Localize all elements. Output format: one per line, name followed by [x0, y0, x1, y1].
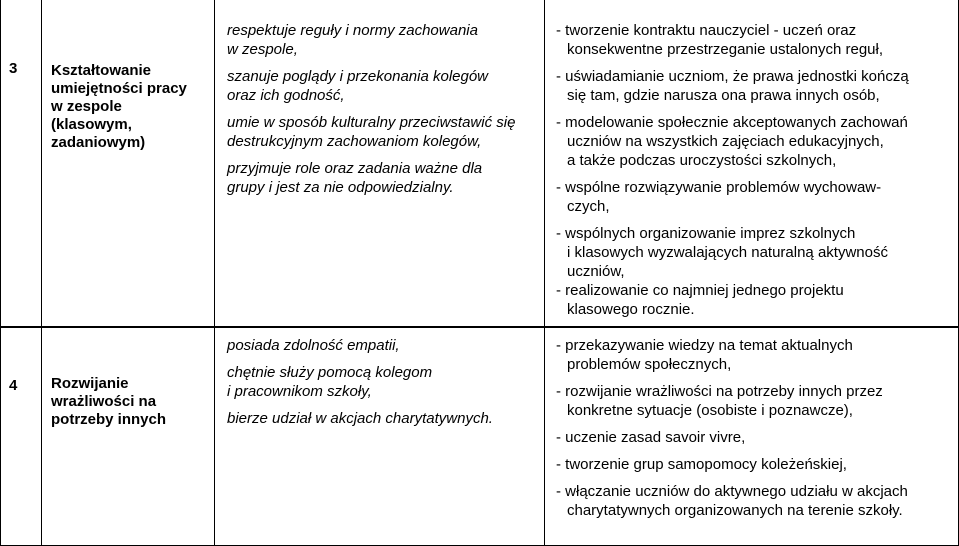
table-border-left	[0, 0, 1, 546]
goal-item	[227, 409, 539, 428]
area-title-line: (klasowym,	[51, 116, 132, 133]
goal-line: umie w sposób kulturalny przeciwstawić się	[227, 114, 516, 131]
task-line: - modelowanie społecznie akceptowanych zachowań	[556, 114, 908, 131]
row-number: 3	[9, 60, 18, 77]
goal-item	[227, 159, 539, 197]
row-divider	[0, 326, 959, 328]
task-line: czych,	[567, 198, 610, 215]
task-line: i klasowych wyzwalających naturalną aktywność	[567, 244, 888, 261]
column-divider-3	[544, 0, 545, 546]
area-title-line: w zespole	[51, 98, 122, 115]
task-line: się tam, gdzie narusza ona prawa innych osób,	[567, 87, 880, 104]
area-title-line: wrażliwości na	[51, 393, 157, 410]
column-divider-1	[41, 0, 42, 546]
task-line: uczniów na wszystkich zajęciach edukacyjnych,	[567, 133, 884, 150]
column-divider-2	[214, 0, 215, 546]
area-title-line: Rozwijanie	[51, 375, 129, 392]
goal-line: chętnie służy pomocą kolegom	[227, 364, 433, 381]
goal-line: bierze udział w akcjach charytatywnych.	[227, 410, 493, 427]
row-number: 4	[9, 377, 18, 394]
task-line: - włączanie uczniów do aktywnego udziału w akcjach	[556, 483, 908, 500]
goal-item	[227, 363, 539, 401]
task-line: - przekazywanie wiedzy na temat aktualnych	[556, 337, 853, 354]
tasks-list	[556, 336, 954, 520]
task-line: - uczenie zasad savoir vivre,	[556, 429, 746, 446]
goal-line: destrukcyjnym zachowaniom kolegów,	[227, 133, 482, 150]
task-line: problemów społecznych,	[567, 356, 732, 373]
goals-list	[227, 336, 539, 428]
task-line: - wspólnych organizowanie imprez szkolnych	[556, 225, 856, 242]
area-title	[51, 62, 211, 152]
area-title-line: Kształtowanie	[51, 62, 152, 79]
goal-line: szanuje poglądy i przekonania kolegów	[227, 68, 489, 85]
task-line: - uświadamianie uczniom, że prawa jednostki kończą	[556, 68, 909, 85]
area-title-line: umiejętności pracy	[51, 80, 187, 97]
task-line: a także podczas uroczystości szkolnych,	[567, 152, 837, 169]
goal-line: przyjmuje role oraz zadania ważne dla	[227, 160, 483, 177]
task-line: - wspólne rozwiązywanie problemów wychowaw-	[556, 179, 882, 196]
goal-line: i pracownikom szkoły,	[227, 383, 372, 400]
goal-item	[227, 336, 539, 355]
task-line: uczniów,	[567, 263, 625, 280]
goals-list	[227, 21, 539, 197]
goal-item	[227, 67, 539, 105]
task-line: konsekwentne przestrzeganie ustalonych reguł,	[567, 41, 884, 58]
area-title-line: potrzeby innych	[51, 411, 167, 428]
task-line: konkretne sytuacje (osobiste i poznawcze),	[567, 402, 853, 419]
area-title	[51, 375, 211, 429]
goal-item	[227, 21, 539, 59]
task-line: - tworzenie kontraktu nauczyciel - uczeń oraz	[556, 22, 857, 39]
goal-line: posiada zdolność empatii,	[227, 337, 400, 354]
task-line: - realizowanie co najmniej jednego projektu	[556, 282, 844, 299]
goal-line: respektuje reguły i normy zachowania	[227, 22, 478, 39]
area-title-line: zadaniowym)	[51, 134, 146, 151]
goal-line: w zespole,	[227, 41, 298, 58]
task-line: charytatywnych organizowanych na terenie szkoły.	[567, 502, 903, 519]
goal-item	[227, 113, 539, 151]
task-line: klasowego rocznie.	[567, 301, 695, 318]
goal-line: oraz ich godność,	[227, 87, 345, 104]
tasks-list	[556, 21, 954, 319]
goal-line: grupy i jest za nie odpowiedzialny.	[227, 179, 454, 196]
task-line: - tworzenie grup samopomocy koleżeńskiej,	[556, 456, 847, 473]
task-line: - rozwijanie wrażliwości na potrzeby innych przez	[556, 383, 883, 400]
